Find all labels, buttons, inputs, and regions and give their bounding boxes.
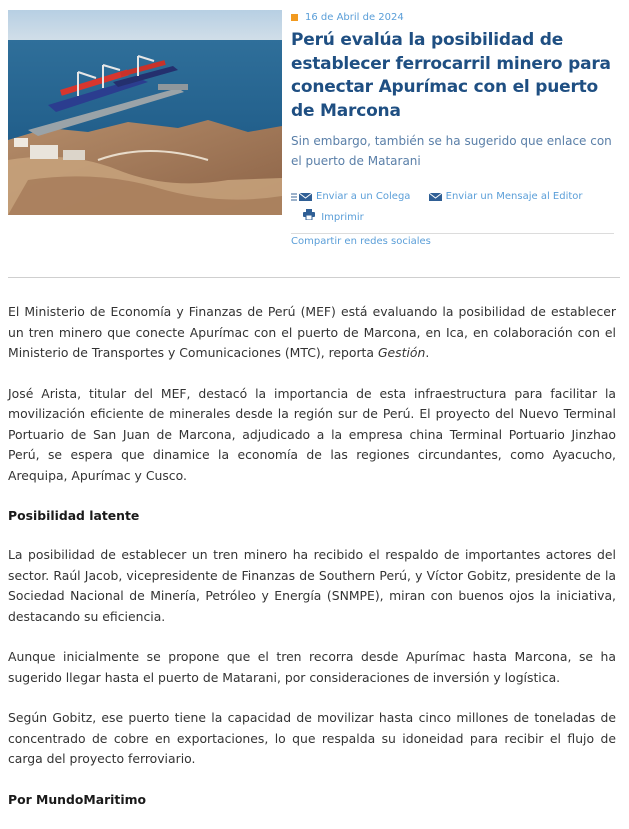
paragraph-1 [8,302,616,364]
section-heading: Posibilidad latente [8,508,140,523]
article-summary [291,10,621,227]
article-date: 16 de Abril de 2024 [305,11,404,23]
paragraph-3: La posibilidad de establecer un tren minero ha recibido el respaldo de importantes actores del sector. Raúl Jacob, vicepresidente de Finanzas de Southern Perú, y Víctor Gobitz, presidente de la Sociedad Nacional de Minería, Petróleo y Energía (SNMPE), miran con buenos ojos la iniciativa, destacando su eficiencia. [8,547,616,624]
list-mail-icon [291,192,313,202]
envelope-icon [428,192,443,202]
print-label: Imprimir [321,212,364,223]
paragraph-4: Aunque inicialmente se propone que el tren recorra desde Apurímac hasta Marcona, se ha sugerido llegar hasta el puerto de Matarani, por consideraciones de inversión y logística. [8,649,616,685]
print-link[interactable] [303,209,607,227]
divider [291,233,614,234]
send-to-editor-label: Enviar un Mensaje al Editor [445,191,583,202]
paragraph-2: José Arista, titular del MEF, destacó la importancia de esta infraestructura para facilitar la movilización eficiente de minerales desde la región sur de Perú. El proyecto del Nuevo Terminal Portuario de San Juan de Marcona, adjudicado a la empresa china Terminal Portuario Jinzhao Perú, se espera que dinamice la economía de las regiones circundantes, como Ayacucho, Arequipa, Apurímac y Cusco. [8,385,616,483]
article-subtitle: Sin embargo, también se ha sugerido que enlace con el puerto de Matarani [291,134,612,168]
article-header [0,0,629,262]
article-actions [291,188,621,227]
paragraph-1-text: El Ministerio de Economía y Finanzas de Perú (MEF) está evaluando la posibilidad de establecer un tren minero que conecte Apurímac con el puerto de Marcona, en Ica, en colaboración con el Ministerio de Transportes y Comunicaciones (MTC), reporta [8,304,616,360]
paragraph-1-end: . [425,345,430,360]
byline: Por MundoMaritimo [8,791,147,807]
date-row [291,10,621,24]
source-name: Gestión [377,345,426,360]
send-to-colleague-link[interactable] [291,188,410,206]
printer-icon [303,209,315,220]
send-to-colleague-label: Enviar a un Colega [316,191,411,202]
divider [8,277,620,278]
date-marker-icon [291,14,298,21]
paragraph-5: Según Gobitz, ese puerto tiene la capacidad de movilizar hasta cinco millones de toneladas de concentrado de cobre en exportaciones, lo que respalda su idoneidad para recibir el flujo de carga del proyecto ferroviario. [8,710,616,766]
article-title: Perú evalúa la posibilidad de establecer ferrocarril minero para conectar Apurímac con el puerto de Marcona [291,30,611,121]
article-photo-port [8,10,282,215]
article-body [8,302,616,829]
share-social-link[interactable]: Compartir en redes sociales [291,236,431,247]
send-to-editor-link[interactable] [428,188,583,206]
